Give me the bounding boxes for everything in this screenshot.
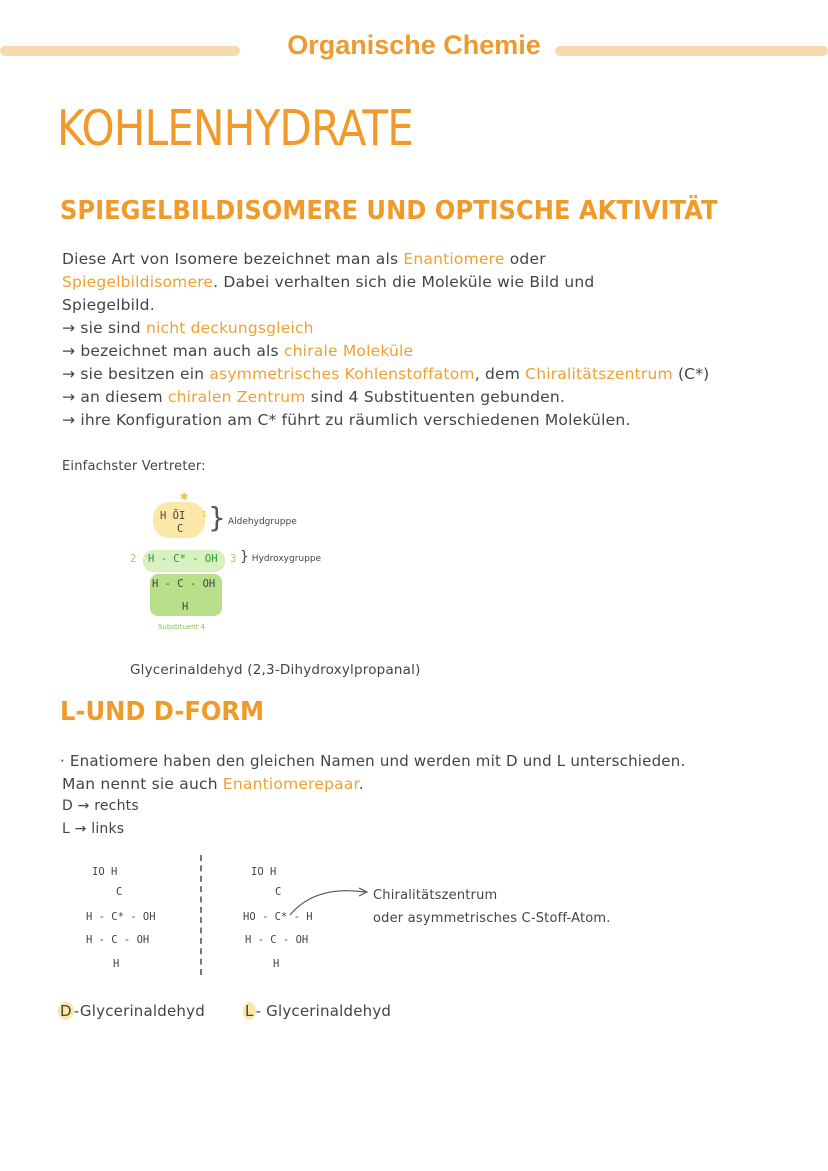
l-molecule: IO H C HO - C* - H H - C - OH H	[243, 866, 313, 970]
arrow-label-2: oder asymmetrisches C-Stoff-Atom.	[373, 911, 611, 926]
aldehyde-label: Aldehydgruppe	[228, 517, 297, 527]
para-line-2: Spiegelbildisomere. Dabei verhalten sich die Moleküle wie Bild und	[62, 273, 595, 291]
bullet-2: → bezeichnet man auch als chirale Moleküle	[62, 342, 414, 360]
simplest-label: Einfachster Vertreter:	[62, 459, 206, 474]
divider-dashed	[200, 855, 202, 975]
mol-row3: H - C - OH	[152, 578, 216, 590]
bullet-5: → ihre Konfiguration am C* führt zu räumlich verschiedenen Molekülen.	[62, 411, 631, 429]
arrow-chiral-center	[285, 880, 375, 920]
bullet-3: → sie besitzen ein asymmetrisches Kohlenstoffatom, dem Chiralitätszentrum (C*)	[62, 365, 710, 383]
bullet-4: → an diesem chiralen Zentrum sind 4 Substituenten gebunden.	[62, 388, 566, 406]
ld-para-line-2: Man nennt sie auch Enantiomerepaar.	[62, 775, 364, 793]
d-molecule: IO H C H - C* - OH H - C - OH H	[86, 866, 156, 970]
brace-aldehyde: }	[208, 501, 226, 534]
mol-row1-c: C	[177, 523, 184, 535]
mol-row2-num-right: 3	[230, 553, 237, 565]
ld-para-line-1: · Enatiomere haben den gleichen Namen und werden mit D und L unterschieden.	[60, 752, 686, 770]
hydroxy-label: } Hydroxygruppe	[240, 549, 322, 565]
d-glycerinaldehyd-label: D -Glycerinaldehyd	[60, 1002, 205, 1020]
d-right-note: D → rechts	[62, 798, 139, 814]
substituent-label: Substituent 4	[158, 623, 206, 631]
section-heading-ld-form: L-UND D-FORM	[60, 697, 265, 727]
mol-row2-num-left: 2	[130, 553, 137, 565]
molecule-caption: Glycerinaldehyd (2,3-Dihydroxylpropanal)	[130, 662, 421, 678]
bullet-1: → sie sind nicht deckungsgleich	[62, 319, 314, 337]
header-title: Organische Chemie	[287, 30, 541, 60]
l-left-note: L → links	[62, 821, 125, 837]
molecule-diagram	[130, 490, 370, 640]
term-enantiomere: Enantiomere	[403, 250, 505, 268]
spark-icon: ✱	[180, 492, 189, 503]
section-heading-spiegelbild: SPIEGELBILDISOMERE UND OPTISCHE AKTIVITÄT	[60, 196, 718, 226]
para-line-3: Spiegelbild.	[62, 296, 155, 314]
mol-one: 1	[202, 510, 208, 519]
mol-row1: H ŌI	[160, 510, 186, 522]
mol-row2: H - C* - OH	[148, 553, 218, 565]
para-line-1: Diese Art von Isomere bezeichnet man als Enantiomere oder	[62, 250, 546, 268]
term-enantiomerepaar: Enantiomerepaar	[222, 775, 359, 793]
term-spiegelbildisomere: Spiegelbildisomere	[62, 273, 214, 291]
page-title: KOHLENHYDRATE	[57, 100, 414, 157]
arrow-label-1: Chiralitätszentrum	[373, 888, 498, 903]
mol-row4: H	[182, 601, 189, 613]
l-glycerinaldehyd-label: L - Glycerinaldehyd	[245, 1002, 392, 1020]
